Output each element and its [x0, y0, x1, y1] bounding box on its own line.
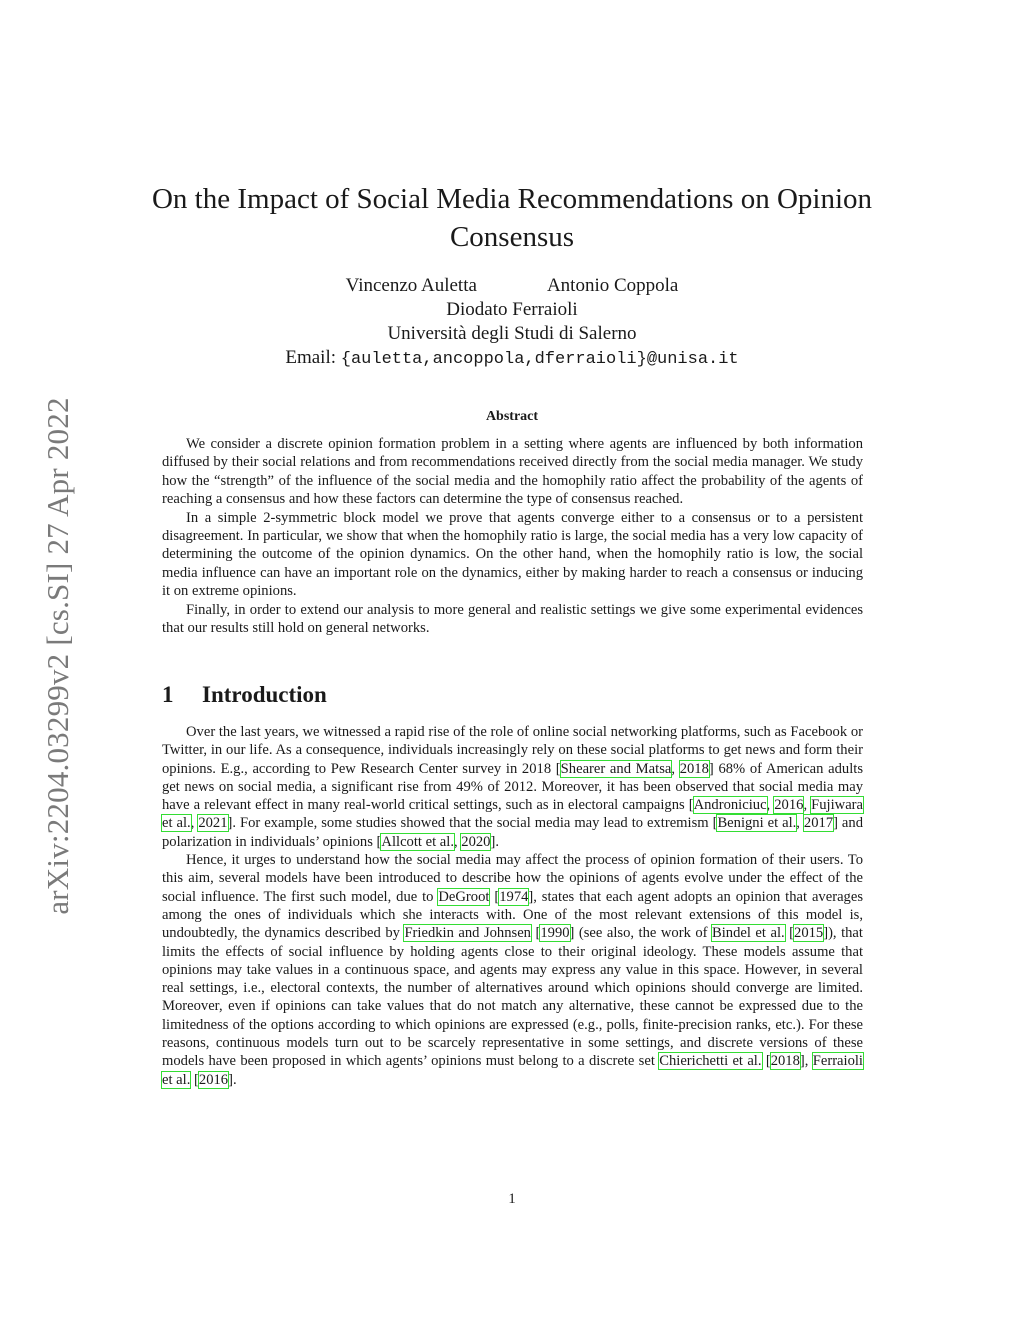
citation-link-benigni[interactable]: Benigni et al. [717, 815, 797, 832]
citation-link-degroot[interactable]: DeGroot [438, 888, 490, 905]
email-line [120, 346, 904, 372]
citation-link-2020[interactable]: 2020 [461, 833, 491, 850]
text-run: [ [761, 1053, 771, 1070]
section-heading-introduction [162, 682, 327, 708]
text-run: , [190, 815, 199, 832]
text-run: , [453, 833, 462, 850]
citation-link-fujiwara[interactable]: Fujiwara et al. [162, 797, 864, 832]
author-coppola: Antonio Coppola [546, 275, 679, 296]
text-run: , [766, 797, 775, 814]
abstract-heading: Abstract [485, 409, 539, 424]
text-run: ], [799, 1053, 813, 1070]
citation-link-shearer[interactable]: Shearer and Matsa [560, 760, 672, 777]
citation-link-2017[interactable]: 2017 [803, 815, 834, 832]
citation-link-friedkin[interactable]: Friedkin and Johnsen [404, 925, 531, 942]
author-ferraioli: Diodato Ferraioli [446, 299, 578, 320]
author-auletta: Vincenzo Auletta [345, 275, 477, 296]
section-title: Introduction [202, 682, 327, 707]
text-run: ]. [490, 833, 499, 850]
text-run: ], states that each agent adopts an opinion that averages among the ones of individuals which she interacts with. One of the most relevant extensions of this model is, undoubtedly, the dynamics described by [162, 888, 863, 942]
intro-paragraph-2 [162, 851, 863, 1089]
citation-link-2021[interactable]: 2021 [198, 815, 228, 832]
citation-link-1974[interactable]: 1974 [499, 888, 529, 905]
citation-link-2016b[interactable]: 2016 [198, 1071, 229, 1088]
page-number: 1 [508, 1191, 516, 1207]
text-run: [ [784, 925, 795, 942]
citation-link-androniciuc[interactable]: Androniciuc [693, 797, 767, 814]
title-line-2: Consensus [449, 221, 575, 253]
text-run: Over the last years, we witnessed a rapid rise of the role of online social networking platforms, such as Facebook or Twitter, in our life. As a consequence, individuals increasingly rely on these social platforms to get news and form their opinions. E.g., according to Pew Research Center survey in 2018 [ [162, 724, 863, 777]
text-run: , [796, 815, 804, 832]
text-run: [ [489, 888, 500, 905]
title-line-1: On the Impact of Social Media Recommendations on Opinion [151, 183, 872, 215]
intro-paragraph-1 [162, 723, 863, 851]
text-run: , [671, 760, 680, 777]
citation-link-2015[interactable]: 2015 [794, 925, 824, 942]
text-run: ] 68% of American adults get news on social media, a significant rise from 49% of 2012. Moreover, it has been observed that social media may have a relevant effect in many real-world critical settings, such as in electoral campaigns [ [162, 760, 863, 814]
text-run: ] and polarization in individuals’ opinions [ [162, 815, 864, 850]
citation-link-bindel[interactable]: Bindel et al. [712, 925, 785, 942]
abstract-body [162, 435, 863, 637]
citation-link-2016[interactable]: 2016 [774, 797, 804, 814]
text-run: Hence, it urges to understand how the social media may affect the process of opinion formation of their users. To this aim, several models have been introduced to describe how the opinions of agents evolve under the effect of the social influence. The first such model, due to [162, 852, 863, 905]
text-run: , [803, 797, 812, 814]
email-label: Email: [285, 347, 341, 368]
paper-title [120, 180, 904, 256]
arxiv-identifier-stamp: arXiv:2204.03299v2 [cs.SI] 27 Apr 2022 [40, 397, 75, 915]
email-address[interactable]: {auletta,ancoppola,dferraioli}@unisa.it [340, 350, 739, 369]
citation-link-chierichetti[interactable]: Chierichetti et al. [659, 1053, 762, 1070]
text-run: [ [190, 1071, 199, 1088]
citation-link-1990[interactable]: 1990 [540, 925, 570, 942]
affiliation: Università degli Studi di Salerno [387, 323, 637, 344]
abstract-paragraph-1: We consider a discrete opinion formation problem in a setting where agents are influenced by both information diffused by their social relations and from recommendations received directly from the social media manager. We study how the “strength” of the influence of the social media and the homophily ratio affect the probability of the agents of reaching a consensus and how these factors can determine the type of consensus reached. [162, 436, 863, 508]
citation-link-2018[interactable]: 2018 [679, 760, 709, 777]
author-block [120, 274, 904, 372]
abstract-paragraph-2: In a simple 2-symmetric block model we prove that agents converge either to a consensus or to a persistent disagreement. In particular, we show that when the homophily ratio is large, the social media has a very low capacity of determining the outcome of the opinion dynamics. On the other hand, when the homophily ratio is low, the social media influence can have an important role on the dynamics, either by making harder to reach a consensus or inducing it on extreme opinions. [162, 509, 863, 600]
abstract-paragraph-3: Finally, in order to extend our analysis to more general and realistic settings we give some experimental evidences that our results still hold on general networks. [162, 601, 863, 637]
citation-link-allcott[interactable]: Allcott et al. [381, 833, 454, 850]
text-run: ] (see also, the work of [569, 925, 713, 942]
citation-link-ferraioli[interactable]: Ferraioli et al. [162, 1053, 863, 1088]
introduction-body [162, 723, 863, 1089]
text-run: ]. [228, 1071, 237, 1088]
text-run: ]), that limits the effects of social influence by holding agents close to their original ideology. These models assume that opinions may take values in a continuous space, and agents may express any value in this space. However, in several real settings, i.e., electoral contexts, the number of alternatives around which opinions should converge are limited. Moreover, even if opinions can take values that do not match any alternative, these cannot be expressed due to the limitedness of the options according to which opinions are expressed (e.g., polls, finite-precision ranks, etc.). For these reasons, continuous models turn out to be scarcely representative in some settings, and discrete versions of these models have been proposed in which agents’ opinions must belong to a discrete set [162, 925, 863, 1070]
text-run: [ [530, 925, 541, 942]
citation-link-2018b[interactable]: 2018 [770, 1053, 800, 1070]
text-run: ]. For example, some studies showed that the social media may lead to extremism [ [227, 815, 718, 832]
section-number: 1 [162, 682, 174, 707]
